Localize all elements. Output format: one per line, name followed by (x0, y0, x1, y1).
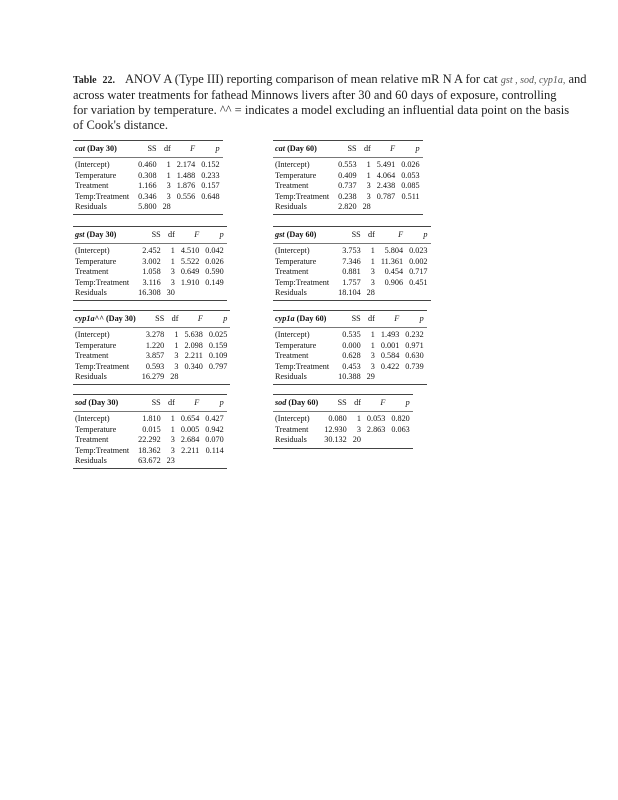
table-row: Temperature 0.015 1 0.005 0.942 (75, 424, 224, 434)
anova-table-gst-day60 (273, 226, 431, 301)
table-row: (Intercept) 0.080 1 0.053 0.820 (275, 414, 410, 424)
table-row: Treatment 1.166 3 1.876 0.157 (75, 181, 220, 191)
table-row: (Intercept) 3.278 1 5.638 0.025 (75, 330, 228, 340)
col-header-df: df (364, 227, 378, 244)
table-row: Residuals 63.672 23 (73, 456, 227, 469)
table-row: Residuals 5.800 28 (73, 202, 223, 215)
col-header-df: df (360, 141, 374, 158)
col-header-ss: SS (335, 141, 359, 158)
col-header-p: p (202, 395, 226, 412)
anova-table-gst-day30 (73, 226, 227, 301)
caption-line-1 (73, 72, 613, 88)
table-row: (Intercept) 0.460 1 2.174 0.152 (75, 160, 220, 170)
col-header-p: p (406, 227, 430, 244)
col-header-df: df (167, 311, 181, 328)
table-row: Temp:Treatment 0.238 3 0.787 0.511 (275, 191, 420, 201)
table-row: Temperature 0.000 1 0.001 0.971 (275, 340, 424, 350)
table-row: Temperature 0.409 1 4.064 0.053 (275, 170, 420, 180)
table-row: (Intercept) 0.535 1 1.493 0.232 (275, 330, 424, 340)
table-row: Treatment 22.292 3 2.684 0.070 (75, 435, 224, 445)
anova-table-sod-day60 (273, 394, 413, 449)
table-row: Residuals 10.388 29 (273, 372, 427, 385)
table-row: Residuals 2.820 28 (273, 202, 423, 215)
table-row: Treatment 12.930 3 2.863 0.063 (275, 424, 410, 434)
anova-table-sod-day30 (73, 394, 227, 469)
anova-table-cat-day30 (73, 140, 223, 215)
table-row: Temp:Treatment 0.453 3 0.422 0.739 (275, 361, 424, 371)
col-header-ss: SS (321, 395, 350, 412)
table-row: Treatment 0.737 3 2.438 0.085 (275, 181, 420, 191)
col-header-df: df (350, 395, 364, 412)
anova-table-cat-day60 (273, 140, 423, 215)
table-row: Temp:Treatment 18.362 3 2.211 0.114 (75, 445, 224, 455)
table-row: Residuals 16.279 28 (73, 372, 230, 385)
col-header-ss: SS (135, 227, 164, 244)
anova-table-cyp1a-day60 (273, 310, 427, 385)
table-row: Residuals 18.104 28 (273, 288, 431, 301)
table-caption (73, 72, 613, 133)
col-header-p: p (402, 311, 426, 328)
table-row: Temperature 3.002 1 5.522 0.026 (75, 256, 224, 266)
col-header-f: F (181, 311, 205, 328)
col-header-df: df (164, 227, 178, 244)
caption-line1-text: ANOV A (Type III) reporting comparison of mean relative mR N A for cat (125, 72, 498, 86)
table-row: Treatment 0.881 3 0.454 0.717 (275, 267, 428, 277)
table-row: Residuals 16.308 30 (73, 288, 227, 301)
table-row: Temperature 0.308 1 1.488 0.233 (75, 170, 220, 180)
col-header-f: F (178, 395, 202, 412)
col-header-ss: SS (135, 395, 164, 412)
caption-and: and (568, 72, 587, 86)
col-header-p: p (202, 227, 226, 244)
table-title: cat (Day 30) (73, 141, 135, 158)
anova-table-cyp1a-day30 (73, 310, 230, 385)
table-title: gst (Day 60) (273, 227, 335, 244)
table-row: Temp:Treatment 3.116 3 1.910 0.149 (75, 277, 224, 287)
col-header-f: F (374, 141, 398, 158)
table-title: sod (Day 60) (273, 395, 321, 412)
table-row: (Intercept) 0.553 1 5.491 0.026 (275, 160, 420, 170)
col-header-ss: SS (135, 141, 159, 158)
col-header-p: p (398, 141, 422, 158)
table-row: Treatment 0.628 3 0.584 0.630 (275, 351, 424, 361)
caption-line-3: for variation by temperature. ^^ = indicates a model excluding an influential data point on the basis (73, 103, 570, 117)
table-row: (Intercept) 2.452 1 4.510 0.042 (75, 246, 224, 256)
col-header-df: df (160, 141, 174, 158)
table-title: gst (Day 30) (73, 227, 135, 244)
table-row: Treatment 3.857 3 2.211 0.109 (75, 351, 228, 361)
col-header-p: p (198, 141, 222, 158)
col-header-ss: SS (139, 311, 168, 328)
col-header-f: F (178, 227, 202, 244)
col-header-f: F (378, 227, 406, 244)
col-header-p: p (388, 395, 412, 412)
caption-line-4: of Cook's distance. (73, 118, 168, 132)
col-header-p: p (206, 311, 230, 328)
table-row: Temp:Treatment 0.346 3 0.556 0.648 (75, 191, 220, 201)
table-title: cat (Day 60) (273, 141, 335, 158)
table-row: (Intercept) 1.810 1 0.654 0.427 (75, 414, 224, 424)
table-title: cyp1a^^ (Day 30) (73, 311, 139, 328)
table-title: cyp1a (Day 60) (273, 311, 335, 328)
table-row: Temperature 1.220 1 2.098 0.159 (75, 340, 228, 350)
col-header-ss: SS (335, 311, 364, 328)
table-row: Residuals 30.132 20 (273, 435, 413, 448)
col-header-f: F (378, 311, 402, 328)
col-header-df: df (364, 311, 378, 328)
table-title: sod (Day 30) (73, 395, 135, 412)
caption-genes: gst , sod, cyp1a, (500, 75, 566, 86)
caption-line-2: across water treatments for fathead Minnows livers after 30 and 60 days of exposure, controlling (73, 88, 557, 102)
col-header-ss: SS (335, 227, 364, 244)
table-row: (Intercept) 3.753 1 5.804 0.023 (275, 246, 428, 256)
table-row: Temp:Treatment 1.757 3 0.906 0.451 (275, 277, 428, 287)
col-header-f: F (174, 141, 198, 158)
col-header-df: df (164, 395, 178, 412)
caption-number: 22. (102, 75, 116, 86)
col-header-f: F (364, 395, 388, 412)
caption-label: Table (73, 75, 97, 86)
table-row: Temperature 7.346 1 11.361 0.002 (275, 256, 428, 266)
table-row: Temp:Treatment 0.593 3 0.340 0.797 (75, 361, 228, 371)
table-row: Treatment 1.058 3 0.649 0.590 (75, 267, 224, 277)
